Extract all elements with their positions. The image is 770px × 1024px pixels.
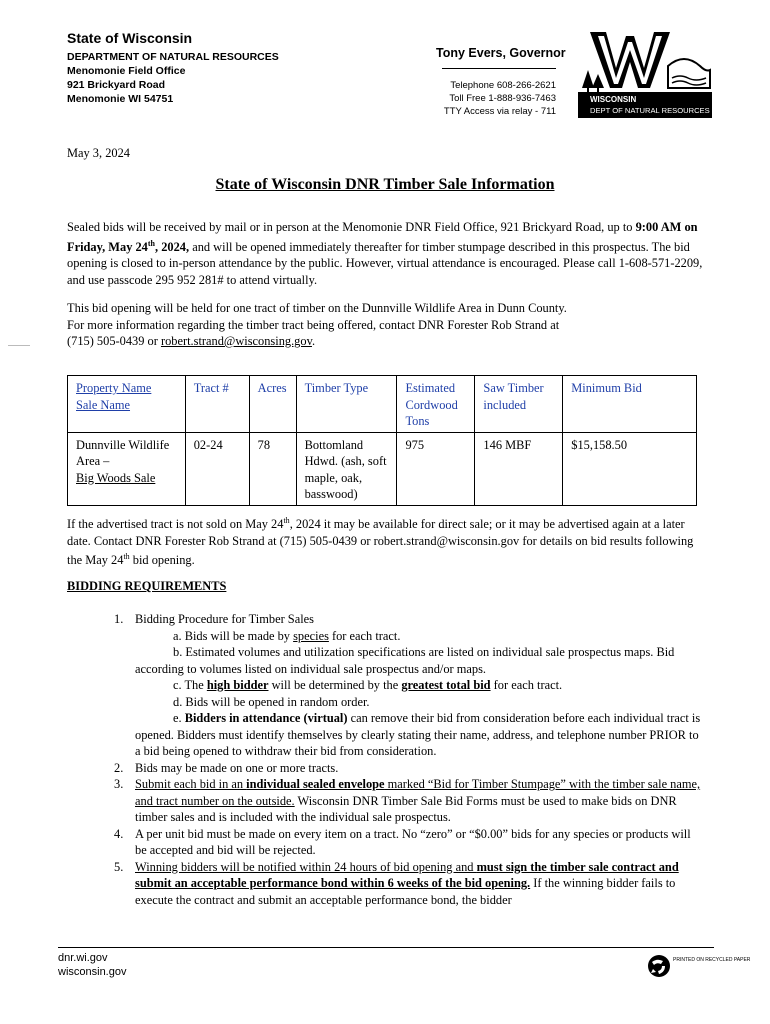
sub-e-bold: Bidders in attendance (virtual) (184, 711, 348, 725)
logo-text-1: WISCONSIN (590, 95, 637, 104)
cell-property-name: Dunnville Wildlife Area – (76, 437, 170, 468)
sub-item-d: d. Bids will be opened in random order. (173, 694, 370, 709)
list-item (100, 760, 704, 777)
footer-link-dnr[interactable]: dnr.wi.gov (58, 952, 108, 964)
state-name: State of Wisconsin (67, 30, 193, 46)
page-title: State of Wisconsin DNR Timber Sale Information (215, 176, 555, 193)
para2-line3: (715) 505-0439 or (67, 334, 161, 348)
office-street: 921 Brickyard Road (67, 79, 166, 91)
table-header-row (68, 376, 697, 433)
bidding-requirements-list (100, 611, 704, 908)
sub-e-pre: e. (173, 711, 185, 725)
tty: TTY Access via relay - 711 (443, 106, 556, 117)
list-item-text: Bidding Procedure for Timber Sales (135, 612, 314, 626)
item5-bold: must sign the timber sale contract and submit an acceptable performance bond within 6 weeks of the bid opening. (135, 859, 679, 890)
para2-line2: For more information regarding the timber tract being offered, contact DNR Forester Rob Strand at (67, 317, 560, 332)
header-saw-timber: Saw Timber included (475, 376, 563, 433)
table-row (68, 432, 697, 505)
toll-free: Toll Free 1-888-936-7463 (449, 93, 556, 104)
sub-c-pre: c. The (173, 678, 207, 692)
list-number: 2. (114, 760, 124, 775)
para2-end: . (311, 334, 316, 348)
recycled-label: PRINTED ON RECYCLED PAPER (673, 957, 751, 963)
cell-property (68, 432, 186, 505)
list-number: 4. (114, 826, 124, 841)
header-minimum-bid: Minimum Bid (563, 376, 697, 433)
governor-name: Tony Evers, Governor (436, 46, 566, 60)
list-number: 3. (114, 777, 124, 791)
list-item-text (135, 776, 704, 826)
sub-a-species: species (293, 628, 329, 643)
cell-timber-type: Bottomland Hdwd. (ash, soft maple, oak, basswood) (296, 432, 397, 505)
item3-pre: Submit each bid in an (135, 777, 247, 791)
header-timber-type: Timber Type (296, 376, 397, 433)
wisconsin-dnr-logo (576, 26, 712, 120)
para1-text-c: and will be opened immediately thereafter for timber stumpage described in this prospectus. The bid opening is closed to in-person attendance by the public. However, virtual attendance is encouraged. Please call 1-608-571-2209, and use passcode 295 952 281# to attend virtually. (67, 239, 703, 287)
letterhead-contact (436, 46, 566, 118)
item3-bold: individual sealed envelope (246, 777, 385, 791)
cell-cordwood: 975 (397, 432, 475, 505)
sub-item-c (135, 677, 704, 694)
header-sale-label: Sale Name (76, 397, 131, 412)
sub-c-mid: will be determined by the (268, 678, 402, 692)
bid-deadline-year: , 2024, (155, 239, 190, 254)
sub-b-text: b. Estimated volumes and utilization specifications are listed on individual sale prospectus maps. Bid according to volumes listed on individual sale prospectus and/or maps. (135, 645, 675, 676)
bidding-requirements-heading: BIDDING REQUIREMENTS (67, 579, 227, 593)
sub-e-post: can remove their bid from consideration before each individual tract is opened. Bidders must identify themselves by clearly stating their name, address, and telephone number PRIOR to a bid being opened to withdraw their bid from consideration. (135, 711, 701, 758)
list-item-text: Bids may be made on one or more tracts. (135, 760, 339, 775)
tract-table (67, 375, 697, 506)
sub-a-pre: a. Bids will be made by (173, 628, 294, 643)
direct-sale-paragraph (67, 513, 703, 569)
para3-text-a: If the advertised tract is not sold on May 24 (67, 517, 284, 532)
cell-sale-name: Big Woods Sale (76, 470, 156, 485)
recycled-paper-icon (645, 952, 751, 980)
letterhead-address (67, 30, 407, 106)
sub-item-a (135, 628, 704, 645)
item5-pre: Winning bidders will be notified within 24 hours of bid opening and (135, 859, 477, 874)
sub-a-post: for each tract. (328, 628, 401, 643)
header-rule (442, 68, 556, 69)
list-item (100, 826, 704, 859)
list-item (100, 776, 704, 826)
office-city: Menomonie WI 54751 (67, 93, 174, 105)
header-tract: Tract # (185, 376, 249, 433)
telephone: Telephone 608-266-2621 (450, 80, 556, 91)
sub-c-greatest-bid: greatest total bid (401, 678, 491, 692)
logo-text-2: DEPT OF NATURAL RESOURCES (590, 106, 710, 115)
header-acres: Acres (249, 376, 296, 433)
sub-c-high-bidder: high bidder (206, 678, 269, 692)
para3-sup-a: th (283, 516, 290, 525)
sub-item-b (135, 644, 704, 677)
sub-item-e (135, 710, 704, 760)
para3-sup-b: th (123, 552, 130, 562)
forester-email-link[interactable]: robert.strand@wisconsing.gov (160, 334, 312, 348)
footer-link-wisconsin[interactable]: wisconsin.gov (58, 965, 127, 978)
para2-line1: This bid opening will be held for one tract of timber on the Dunnville Wildlife Area in Dunn County. (67, 301, 567, 315)
para1-text-a: Sealed bids will be received by mail or in person at the Menomonie DNR Field Office, 921 Brickyard Road, up to (67, 220, 633, 234)
list-item (100, 859, 704, 909)
sub-c-post: for each tract. (490, 678, 563, 692)
item3-post: marked “Bid for Timber Stumpage” with the timber sale name, and tract number on the outside. (135, 777, 701, 808)
header-property-name (68, 376, 186, 433)
cell-saw-timber: 146 MBF (475, 432, 563, 505)
cell-acres: 78 (249, 432, 296, 505)
list-item-text (135, 859, 704, 909)
list-item (100, 611, 704, 760)
department-name: DEPARTMENT OF NATURAL RESOURCES (67, 51, 279, 63)
bid-intro-paragraph (67, 219, 703, 288)
para3-text-c: bid opening. (129, 553, 195, 568)
bid-deadline-date: 9:00 AM on Friday, May 24 (67, 220, 698, 254)
list-number: 1. (114, 612, 124, 626)
header-cordwood: Estimated Cordwood Tons (397, 376, 475, 433)
bid-deadline-sup: th (147, 238, 156, 248)
list-number: 5. (114, 859, 124, 874)
item5-rest: If the winning bidder fails to execute the contract and submit an acceptable performance bond, the bidder (135, 876, 676, 907)
footer-rule (58, 947, 714, 948)
cell-minimum-bid: $15,158.50 (563, 432, 697, 505)
office-name: Menomonie Field Office (67, 65, 186, 77)
list-item-text: A per unit bid must be made on every item on a tract. No “zero” or “$0.00” bids for any species or products will be accepted and bid will be rejected. (135, 826, 691, 857)
cell-tract: 02-24 (185, 432, 249, 505)
letter-date: May 3, 2024 (67, 146, 130, 160)
header-property-label: Property Name (76, 381, 152, 395)
recycled-text (673, 957, 751, 963)
item3-rest: Wisconsin DNR Timber Sale Bid Forms must be used to make bids on DNR timber sales and is included with the individual sale prospectus. (135, 793, 677, 824)
footer-links (58, 952, 126, 979)
margin-mark (8, 345, 30, 346)
para3-text-b: , 2024 it may be available for direct sale; or it may be advertised again at a later date. Contact DNR Forester Rob Strand at (715) 505-0439 or robert.strand@wisconsin.gov for details on bid results following the May 24 (67, 517, 694, 568)
tract-info-paragraph (67, 300, 703, 350)
